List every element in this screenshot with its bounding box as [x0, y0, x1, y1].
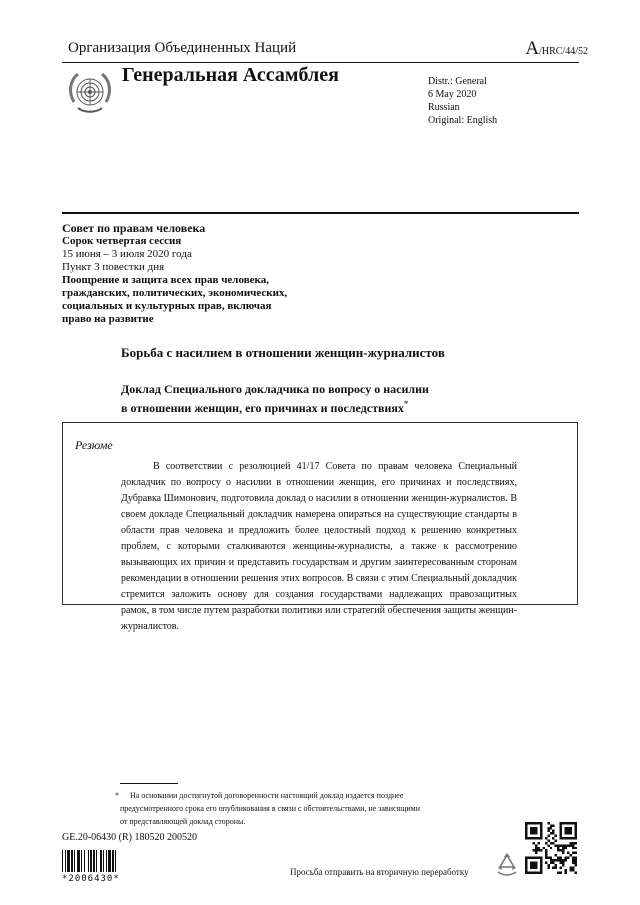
- session-name: Сорок четвертая сессия: [62, 235, 182, 247]
- section-rule: [62, 212, 579, 214]
- general-assembly-title: Генеральная Ассамблея: [122, 64, 339, 86]
- summary-heading: Резюме: [75, 438, 113, 452]
- recycle-note: Просьба отправить на вторичную переработку: [290, 867, 469, 877]
- original-language: Original: English: [428, 115, 498, 126]
- footnote-line: предусмотренного срока его опубликования в связи с обстоятельствами, не зависящими: [120, 804, 420, 813]
- barcode-icon: [62, 850, 154, 872]
- agenda-title-line: Поощрение и защита всех прав человека,: [62, 274, 269, 286]
- agenda-item: Пункт 3 повестки дня: [62, 261, 165, 273]
- footnote: [115, 789, 495, 828]
- barcode-number: *2006430*: [62, 874, 120, 884]
- footnote-rule: [120, 783, 178, 784]
- document-symbol-letter: A: [525, 38, 540, 59]
- footnote-mark: *: [115, 791, 119, 800]
- distribution-info: [428, 75, 497, 127]
- subtitle-line: в отношении женщин, его причинах и последствиях*: [121, 399, 409, 415]
- footnote-line: * На основании достигнутой договоренности настоящий доклад издается позднее: [115, 791, 404, 800]
- document-symbol: [525, 38, 588, 60]
- recycle-icon: [494, 852, 520, 878]
- header-rule: [62, 62, 579, 63]
- agenda-title-line: социальных и культурных прав, включая: [62, 300, 272, 312]
- issue-date: 6 May 2020: [428, 89, 477, 100]
- organization-name: Организация Объединенных Наций: [68, 40, 297, 56]
- session-dates: 15 июня – 3 июля 2020 года: [62, 248, 192, 260]
- agenda-title-line: право на развитие: [62, 313, 154, 325]
- subtitle-footnote-mark: *: [403, 399, 409, 409]
- footnote-line: от представляющей доклад стороны.: [120, 817, 246, 826]
- council-name: Совет по правам человека: [62, 221, 206, 235]
- document-symbol-code: /HRC/44/52: [539, 46, 588, 57]
- document-language: Russian: [428, 102, 460, 113]
- subtitle-line: Доклад Специального докладчика по вопросу о насилии: [121, 382, 429, 396]
- agenda-title-line: гражданских, политических, экономических,: [62, 287, 288, 299]
- un-emblem-icon: [64, 66, 116, 118]
- job-number: GE.20-06430 (R) 180520 200520: [62, 832, 197, 843]
- distribution-status: Distr.: General: [428, 76, 487, 87]
- document-subtitle: [121, 382, 451, 416]
- council-info: [62, 222, 312, 326]
- summary-paragraph: В соответствии с резолюцией 41/17 Совета по правам человека Специальный докладчик по вопросу о насилии в отношении женщин, его причинах и последствиях, Дубравка Шимонович, подготовила доклад о насилии в отношении женщин-журналистов. В своем докладе Специальный докладчик намерена опираться на существующие стандарты в области прав человека и предложить более целостный подход к решению конкретных проблем, с которыми сталкиваются женщины-журналисты, а также к рассмотрению вызывающих их причин и представить государствам и другим заинтересованным сторонам рекомендации в отношении решения этих вопросов. В связи с этим Специальный докладчик стремится заложить основу для создания государствами надлежащих правозащитных рамок, в том числе путем разработки политики или стратегий обеспечения защиты женщин-журналистов.: [121, 461, 517, 632]
- qr-code-icon: [525, 822, 577, 874]
- document-title: Борьба с насилием в отношении женщин-журналистов: [121, 345, 445, 360]
